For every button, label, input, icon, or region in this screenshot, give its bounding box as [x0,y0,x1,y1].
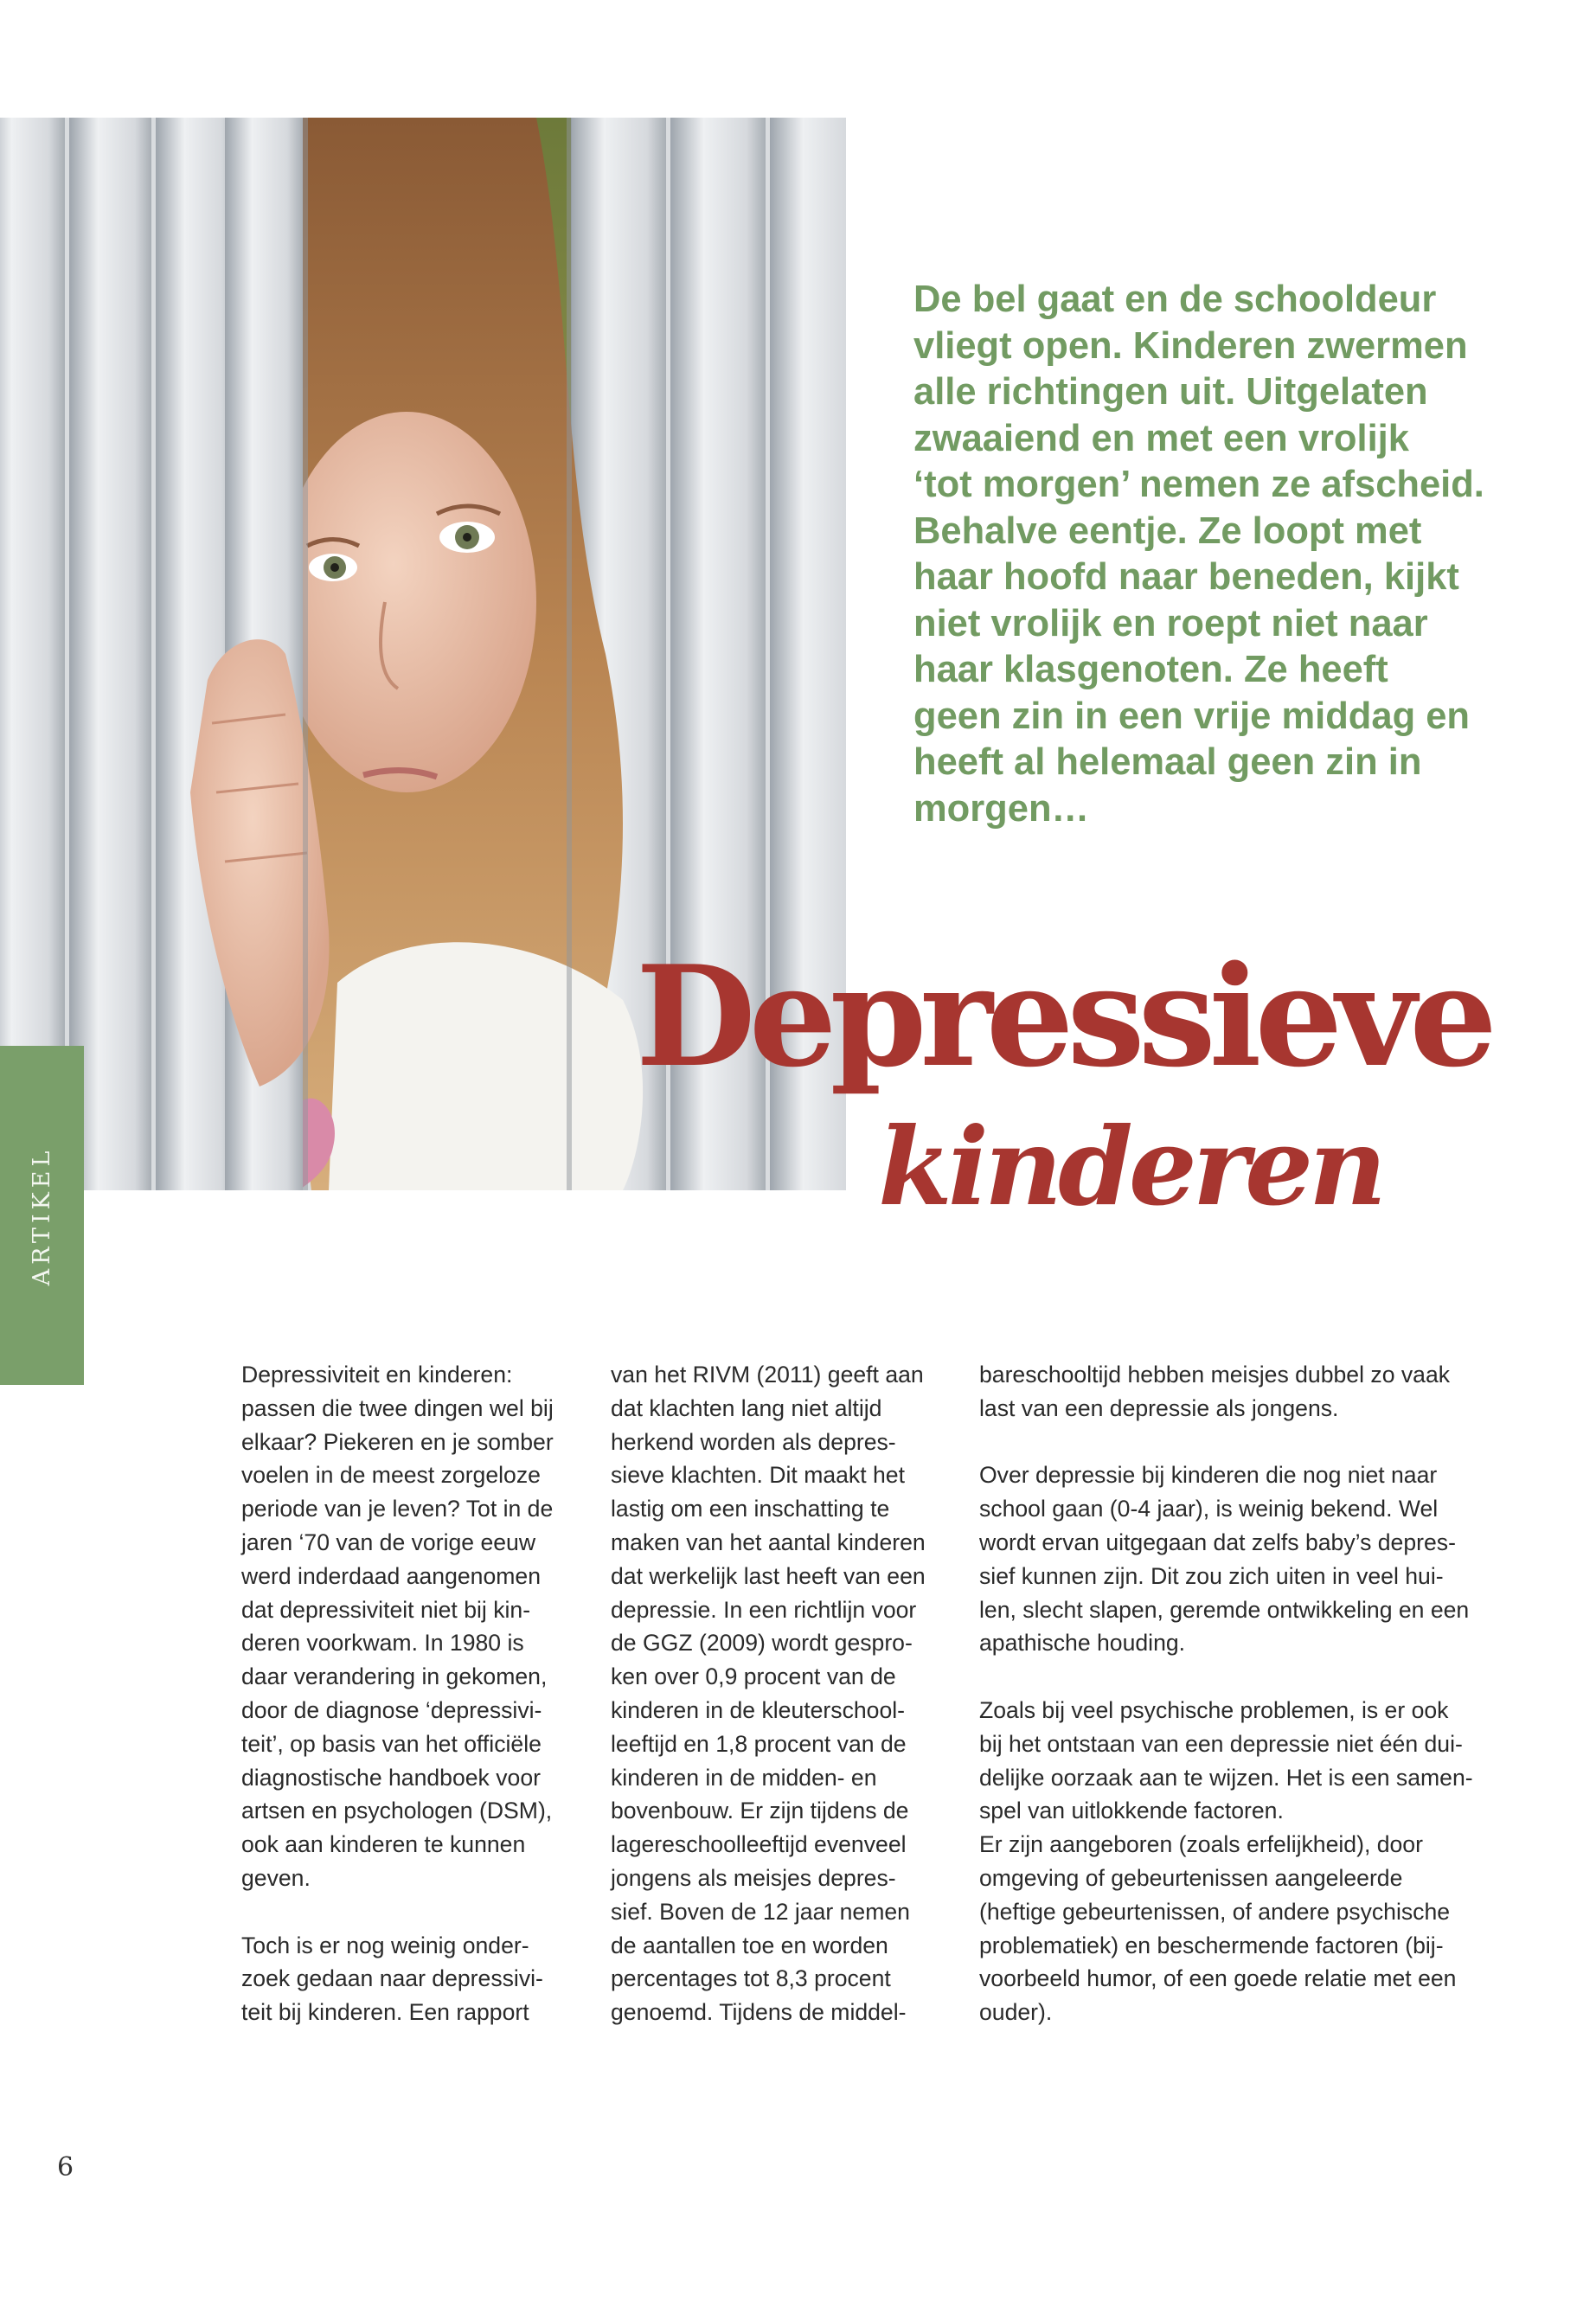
intro-paragraph: De bel gaat en de schooldeur vliegt open. Kinderen zwermen alle richtingen uit. Uitgelaten zwaaiend en met een vrolijk ‘tot morgen’ nemen ze afscheid. Behalve eentje. Ze loopt met haar hoofd naar beneden, kijkt niet vrolijk en roept niet naar haar klasgenoten. Ze heeft geen zin in een vrije middag en heeft al helemaal geen zin in morgen… [913,279,1484,830]
body-column-2: van het RIVM (2011) geeft aan dat klachten lang niet altijd herkend worden als depres- sieve klachten. Dit maakt het lastig om een inschatting te maken van het aantal kinderen dat werkelijk last heeft van een depressie. In een richtlijn voor de GGZ (2009) wordt gespro- ken over 0,9 procent van de kinderen in de kleuterschool- leeftijd en 1,8 procent van de kinderen in de midden- en bovenbouw. Er zijn tijdens de lagereschoolleeftijd evenveel jongens als meisjes depres- sief. Boven de 12 jaar nemen de aantallen toe en worden percentages tot 8,3 procent genoemd. Tijdens de middel- [611,1362,926,2026]
body-column-1: Depressiviteit en kinderen: passen die twee dingen wel bij elkaar? Piekeren en je somber voelen in de meest zorgeloze periode van je leven? Tot in de jaren ‘70 van de vorige eeuw werd inderdaad aangenomen dat depressiviteit niet bij kin- deren voorkwam. In 1980 is daar verandering in gekomen, door de diagnose ‘depressivi- teit’, op basis van het officiële diagnostische handboek voor artsen en psychologen (DSM), ook aan kinderen te kunnen geven. Toch is er nog weinig onder- zoek gedaan naar depressivi- teit bij kinderen. Een rapport [241,1362,554,2026]
article-title: Depressieve [636,935,1491,1098]
section-label: ARTIKEL [29,1146,55,1286]
article-section-tab [0,1046,84,1385]
article-subtitle: kinderen [878,1105,1383,1230]
page-number: 6 [57,2152,74,2182]
body-column-3: bareschooltijd hebben meisjes dubbel zo vaak last van een depressie als jongens. Over depressie bij kinderen die nog niet naar school gaan (0-4 jaar), is weinig bekend. Wel wordt ervan uitgegaan dat zelfs baby’s depres- sief kunnen zijn. Dit zou zich uiten in veel hui- len, slecht slapen, geremde ontwikkeling en een apathische houding. Zoals bij veel psychische problemen, is er ook bij het ontstaan van een depressie niet één dui- delijke oorzaak aan te wijzen. Het is een samen- spel van uitlokkende factoren. Er zijn aangeboren (zoals erfelijkheid), door omgeving of gebeurtenissen aangeleerde (heftige gebeurtenissen, of andere psychische problematiek) en beschermende factoren (bij- voorbeeld humor, of een goede relatie met een ouder). [979,1362,1473,2026]
